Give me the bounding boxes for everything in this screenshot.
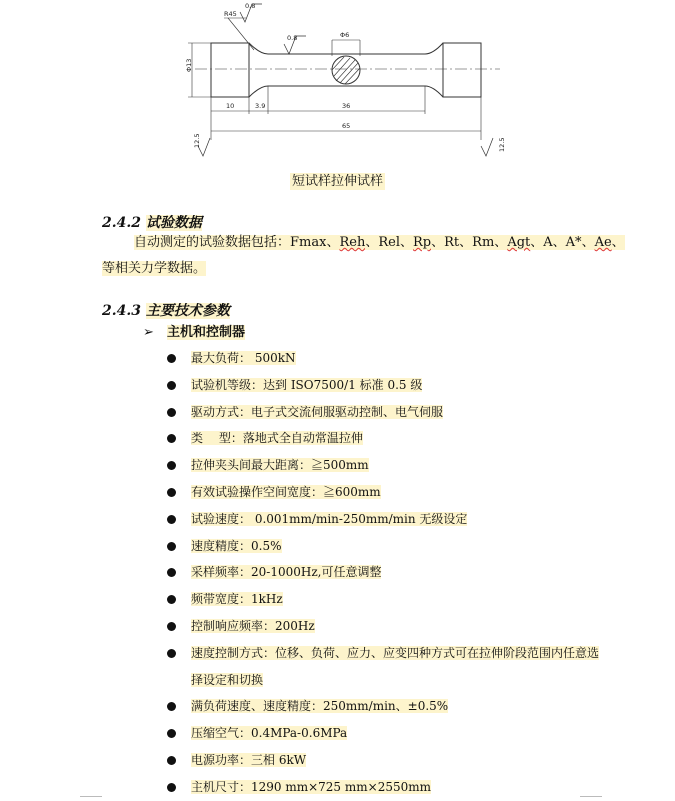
roughness-right-label: 12.5: [498, 137, 506, 152]
subheading-host-controller: ➢ 主机和控制器: [143, 325, 246, 340]
data-item: Ae: [594, 235, 612, 250]
section-242-number: 2.4.2: [102, 215, 141, 231]
list-item: 驱动方式：电子式交流伺服驱动控制、电气伺服: [167, 399, 607, 426]
data-item: Rp: [413, 235, 432, 250]
bullet-dot-icon: [167, 783, 176, 792]
dim-65-label: 65: [342, 122, 351, 130]
bullet-dot-icon: [167, 408, 176, 417]
roughness-top-1-label: 0.8: [245, 2, 256, 10]
radius-label: R45: [224, 10, 237, 18]
roughness-left-label: 12.5: [193, 133, 201, 148]
bullet-dot-icon: [167, 756, 176, 765]
arrow-bullet-icon: ➢: [143, 325, 154, 340]
bullet-dot-icon: [167, 515, 176, 524]
data-item: Rm: [472, 235, 495, 250]
data-item: Reh: [339, 235, 366, 250]
list-item: 试验机等级：达到 ISO7500/1 标准 0.5 级: [167, 372, 607, 399]
bullet-dot-icon: [167, 354, 176, 363]
data-items-paragraph: 自动测定的试验数据包括：Fmax、Reh、Rel、Rp、Rt、Rm、Agt、A、A*、Ae、: [134, 235, 625, 250]
bullet-dot-icon: [167, 622, 176, 631]
section-242-title: 试验数据: [145, 215, 202, 231]
list-item: 压缩空气：0.4MPa-0.6MPa: [167, 720, 607, 747]
data-item: Fmax: [290, 235, 327, 250]
list-item: 速度控制方式：位移、负荷、应力、应变四种方式可在拉伸阶段范围内任意选择设定和切换: [167, 640, 607, 694]
section-242-heading: [102, 212, 202, 232]
figure-caption: 短试样拉伸试样: [291, 174, 383, 189]
section-243-heading: [102, 300, 230, 320]
list-item: 最大负荷： 500kN: [167, 345, 607, 372]
list-item: 速度精度：0.5%: [167, 533, 607, 560]
dim-10-label: 10: [226, 102, 235, 110]
bullet-dot-icon: [167, 568, 176, 577]
list-item: 类 型：落地式全自动常温拉伸: [167, 425, 607, 452]
grip-dia-label: Φ13: [185, 58, 193, 72]
list-item: 满负荷速度、速度精度：250mm/min、±0.5%: [167, 693, 607, 720]
list-item: 频带宽度：1kHz: [167, 586, 607, 613]
data-item: A*: [565, 235, 582, 250]
bullet-dot-icon: [167, 434, 176, 443]
data-item: Agt: [507, 235, 531, 250]
data-items-line2: 等相关力学数据。: [102, 261, 207, 276]
bullet-dot-icon: [167, 729, 176, 738]
section-243-title: 主要技术参数: [145, 303, 230, 319]
bullet-dot-icon: [167, 649, 176, 658]
bullet-dot-icon: [167, 381, 176, 390]
list-item: 控制响应频率：200Hz: [167, 613, 607, 640]
bullet-dot-icon: [167, 702, 176, 711]
list-item: 采样频率：20-1000Hz,可任意调整: [167, 559, 607, 586]
specimen-drawing: [0, 0, 675, 170]
list-item: 电源功率：三相 6kW: [167, 747, 607, 774]
data-item: Rt: [444, 235, 460, 250]
dim-36-label: 36: [342, 102, 351, 110]
center-dia-label: Φ6: [340, 31, 350, 39]
data-item: A: [543, 235, 553, 250]
data-items-prefix: 自动测定的试验数据包括：: [134, 235, 291, 250]
spec-list: [167, 345, 607, 801]
section-243-number: 2.4.3: [102, 303, 141, 319]
list-item: 拉伸夹头间最大距离：≧500mm: [167, 452, 607, 479]
roughness-top-2-label: 0.8: [287, 34, 298, 42]
list-item: 试验速度： 0.001mm/min-250mm/min 无级设定: [167, 506, 607, 533]
list-item: 有效试验操作空间宽度：≧600mm: [167, 479, 607, 506]
bullet-dot-icon: [167, 542, 176, 551]
dim-39-label: 3.9: [255, 102, 266, 110]
list-item: 主机尺寸：1290 mm×725 mm×2550mm: [167, 774, 607, 801]
bullet-dot-icon: [167, 595, 176, 604]
page-bottom-marks: [0, 796, 675, 800]
data-item: Rel: [378, 235, 400, 250]
bullet-dot-icon: [167, 461, 176, 470]
bullet-dot-icon: [167, 488, 176, 497]
